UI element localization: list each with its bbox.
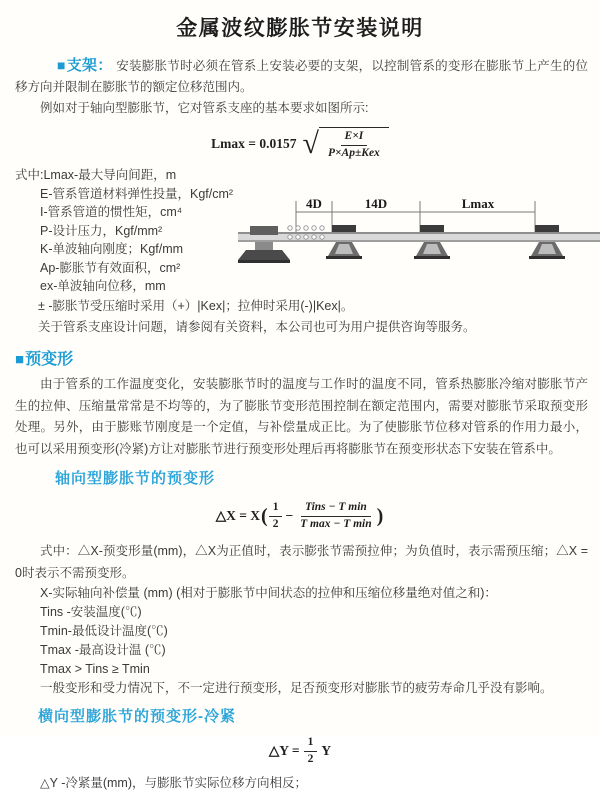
section-square-icon: ■	[15, 351, 25, 368]
dimension-label-4d: 4D	[306, 196, 322, 211]
formula-lhs: △X = X	[215, 508, 261, 523]
lateral-explanation-paragraph: △Y -冷紧量(mm)，与膨胀节实际位移方向相反；	[40, 776, 308, 790]
formula-denominator: T max − T min	[300, 517, 372, 530]
formula-numerator: 1	[269, 501, 283, 517]
definition-line: 式中:Lmax-最大导向间距，m	[15, 168, 177, 182]
formula-lhs: Lmax = 0.0157	[211, 136, 297, 151]
definition-line: E-管系管道材料弹性投量，Kgf/cm²	[40, 186, 234, 201]
one-half-fraction	[304, 736, 318, 767]
example-paragraph: 例如对于轴向型膨胀节，它对管系支座的基本要求如图所示:	[40, 101, 369, 115]
formula-numerator: Tins − T min	[301, 501, 371, 517]
preform-section-heading	[15, 346, 600, 369]
axial-item-line: Tmin-最低设计温度(℃)	[40, 624, 168, 638]
definition-line: K-单波轴向刚度；Kgf/mm	[40, 242, 184, 256]
lateral-subsection-heading: 横向型膨胀节的预变形-冷紧	[38, 708, 236, 725]
preform-heading-label: 预变形	[25, 351, 74, 368]
support-section-heading	[57, 57, 113, 74]
open-paren: (	[261, 504, 268, 527]
one-half-fraction	[269, 501, 283, 532]
preform-body-paragraph: 由于管系的工作温度变化，安装膨胀节时的温度与工作时的温度不同，管系热膨胀冷缩对膨胀节产生的拉伸、压缩量常常是不均等的，为了膨胀节变形范围控制在额定范围内，需要对膨胀节采取预变形处理。另外，由于膨账节刚度是一个定值，与补偿量成正比。为了使膨胀节位移对管系的作用力最小，也可以采用预变形(冷紧)方让对膨胀节进行预变形处理后再将膨胀节在预变形状态下安装在管系中。	[15, 377, 588, 456]
close-paren: )	[376, 504, 384, 527]
dimension-label-14d: 14D	[364, 196, 388, 211]
axial-item-line: X-实际轴向补偿量 (mm) (相对于膨胀节中间状态的拉伸和压缩位移量绝对值之和)：	[40, 586, 497, 600]
axial-item-line: 一般变形和受力情况下，不一定进行预变形，足否预变形对膨胀节的疲劳寿命几乎没有影响。	[40, 681, 553, 695]
axial-item-line: Tmax > Tins ≥ Tmin	[40, 662, 150, 676]
support-paragraph	[0, 55, 600, 98]
axial-explanation-paragraph: 式中：△X-预变形量(mm)，△X为正值时，表示膨张节需预拉伸；为负值时，表示需预压缩；△X = 0时表示不需预变形。	[15, 544, 588, 580]
axial-preform-formula	[0, 496, 600, 536]
pipe-top-edge	[238, 232, 600, 234]
service-note: 关于管系支座设计问题，请参阅有关资料，本公司也可为用户提供咨询等服务。	[38, 319, 476, 334]
definition-line: Ap-膨胀节有效面积，cm²	[40, 260, 181, 275]
definition-line: I-管系管道的惯性矩，cm⁴	[40, 205, 183, 219]
formula-denominator: P×Ap±Kex	[327, 147, 380, 159]
temperature-fraction	[296, 501, 376, 532]
anchor-support	[238, 226, 290, 263]
lmax-formula	[0, 126, 600, 162]
definition-line: ex-单波轴向位移，mm	[40, 279, 166, 293]
axial-subsection-heading: 轴向型膨胀节的预变形	[55, 470, 216, 487]
sqrt-radicand	[319, 127, 389, 161]
axial-item-line: Tmax -最高设计温 (℃)	[40, 643, 166, 657]
plus-minus-note: ± -膨胀节受压缩时采用（+）|Kex|；拉伸时采用(-)|Kex|。	[38, 299, 354, 313]
minus-operator: −	[285, 508, 294, 523]
pipe-support-diagram	[238, 196, 600, 280]
formula-lhs: △Y =	[268, 743, 300, 758]
formula-numerator: E×I	[341, 130, 368, 146]
definition-line: P-设计压力，Kgf/mm²	[40, 223, 163, 238]
axial-item-line: Tins -安装温度(℃)	[40, 605, 142, 619]
support-paragraph-text: 安装膨胀节时必须在管系上安装必要的支架，以控制管系的变形在膨胀节上产生的位移方向并限制在膨胀节的额定位移范围内。	[15, 59, 588, 94]
definitions-and-diagram	[0, 166, 600, 296]
sqrt-icon: √	[302, 127, 319, 160]
formula-rhs: Y	[321, 743, 332, 758]
formula-denominator: 2	[272, 517, 279, 530]
formula-fraction	[324, 130, 384, 161]
section-square-icon: ■	[57, 57, 66, 73]
formula-denominator: 2	[307, 752, 314, 765]
page-title: 金属波纹膨胀节安装说明	[176, 17, 424, 40]
support-heading-label: 支架：	[66, 57, 113, 74]
pipe-bottom-edge	[238, 240, 600, 242]
dimension-label-lmax: Lmax	[461, 196, 495, 211]
lateral-preform-formula	[0, 735, 600, 767]
formula-numerator: 1	[304, 736, 318, 752]
